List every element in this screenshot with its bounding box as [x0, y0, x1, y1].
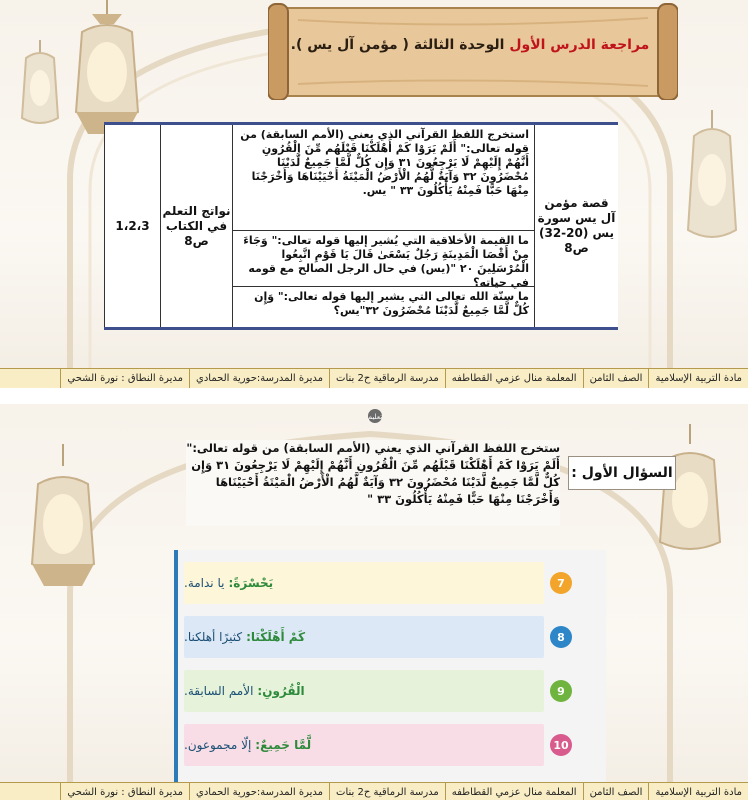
- numbers-cell: [104, 125, 160, 327]
- footer-principal: مديرة المدرسة:حورية الحمادي: [189, 783, 329, 800]
- lesson-table: [104, 122, 618, 330]
- lantern-icon: [8, 444, 118, 619]
- vocab-word: كَمْ أَهْلَكْنَا:: [246, 630, 306, 644]
- topic-text: قصة مؤمن آل يس سورة يس (20-32) ص8: [537, 196, 616, 255]
- footer-school: مدرسة الرماقية ح2 بنات: [329, 783, 445, 800]
- lantern-icon: [640, 424, 740, 599]
- outcomes-text: نواتج التعلم في الكتاب ص8: [162, 203, 231, 248]
- slide-gap: [0, 388, 748, 404]
- footer-school: مدرسة الرماقية ح2 بنات: [329, 369, 445, 388]
- footer-teacher: المعلمة منال عزمي القطاطفه: [445, 783, 583, 800]
- footer-grade: الصف الثامن: [583, 783, 649, 800]
- vocab-panel: [174, 550, 606, 790]
- lantern-icon: [10, 40, 70, 150]
- slide-2: [0, 404, 748, 800]
- title-highlight: مراجعة الدرس الأول: [509, 37, 650, 53]
- footer-subject: مادة التربية الإسلامية: [648, 369, 748, 388]
- vocab-number: 8: [550, 626, 572, 648]
- topic-cell: [534, 125, 618, 327]
- slide-1: [0, 0, 748, 388]
- lantern-icon: [676, 110, 748, 280]
- title-rest: الوحدة الثالثة ( مؤمن آل يس ).: [290, 37, 510, 53]
- vocab-meaning: الأمم السابقة.: [184, 684, 254, 698]
- vocab-meaning: يا ندامة.: [184, 576, 225, 590]
- question-quote: ستخرج اللفظ القرآني الذي يعني (الأمم السابقة) من قوله تعالى:" أَلَمْ يَرَوْا كَمْ أَهْلَكْنَا قَبْلَهُم مِّنَ الْقُرُونِ أَنَّهُمْ إِلَيْهِمْ لَا يَرْجِعُونَ ٣١ وَإِن كُلٌّ لَّمَّا جَمِيعٌ لَّدَيْنَا مُحْضَرُونَ ٣٢ وَآيَةٌ لَّهُمُ الْأَرْضُ الْمَيْتَةُ أَحْيَيْنَاهَا وَأَخْرَجْنَا مِنْهَا حَبًّا فَمِنْهُ يَأْكُلُونَ ٣٣ ": [186, 440, 560, 526]
- vocab-number: 10: [550, 734, 572, 756]
- question-label: السؤال الأول :: [568, 456, 676, 490]
- footer-bar: [0, 368, 748, 388]
- question-row: استخرج اللفظ القرآني الذي يعني (الأمم السابقة) من قوله تعالى:" أَلَمْ يَرَوْا كَمْ أَهْلَكْنَا قَبْلَهُم مِّنَ الْقُرُونِ أَنَّهُمْ إِلَيْهِمْ لَا يَرْجِعُونَ ٣١ وَإِن كُلٌّ لَّمَّا جَمِيعٌ لَّدَيْنَا مُحْضَرُونَ ٣٢ وَآيَةٌ لَّهُمُ الْأَرْضُ الْمَيْتَةُ أَحْيَيْنَاهَا وَأَخْرَجْنَا مِنْهَا حَبًّا فَمِنْهُ يَأْكُلُونَ ٣٣ " يس.: [232, 125, 534, 231]
- svg-text:تعليم: تعليم: [367, 413, 383, 421]
- footer-zone: مديرة النطاق : نورة الشحي: [60, 783, 189, 800]
- vocab-row: [184, 616, 544, 658]
- vocab-word: لَّمَّا جَمِيعٌ:: [255, 738, 312, 752]
- question-row: ما سنّة الله تعالى التي يشير إليها قوله تعالى:" وَإِن كُلٌّ لَّمَّا جَمِيعٌ لَّدَيْنَا مُحْضَرُونَ ٣٢"يس؟: [254, 290, 529, 317]
- vocab-number: 9: [550, 680, 572, 702]
- numbers-text: 1،2،3: [115, 218, 150, 233]
- page-title: [285, 30, 655, 60]
- questions-cell: [232, 125, 534, 327]
- vocab-row: [184, 670, 544, 712]
- footer-subject: مادة التربية الإسلامية: [648, 783, 748, 800]
- vocab-meaning: كثيرًا أهلكنا.: [184, 630, 243, 644]
- vocab-row: [184, 724, 544, 766]
- question-row: ما القيمة الأخلاقية التي يُشير إليها قوله تعالى:" وَجَاءَ مِنْ أَقْصَا الْمَدِينَةِ رَجُلٌ يَسْعَىٰ قَالَ يَا قَوْمِ اتَّبِعُوا الْمُرْسَلِينَ ٢٠ "(يس) في حال الرجل الصالح مع قومه في حياته؟: [232, 231, 534, 287]
- vocab-word: الْقُرُونِ:: [257, 684, 305, 698]
- vocab-number: 7: [550, 572, 572, 594]
- footer-principal: مديرة المدرسة:حورية الحمادي: [189, 369, 329, 388]
- footer-bar: [0, 782, 748, 800]
- footer-teacher: المعلمة منال عزمي القطاطفه: [445, 369, 583, 388]
- outcomes-cell: [160, 125, 232, 327]
- vocab-word: يَحْسْرَةً:: [228, 576, 274, 590]
- ministry-logo: [320, 408, 430, 438]
- vocab-row: [184, 562, 544, 604]
- vocab-meaning: إلّا مجموعون.: [184, 738, 252, 752]
- footer-grade: الصف الثامن: [583, 369, 649, 388]
- footer-zone: مديرة النطاق : نورة الشحي: [60, 369, 189, 388]
